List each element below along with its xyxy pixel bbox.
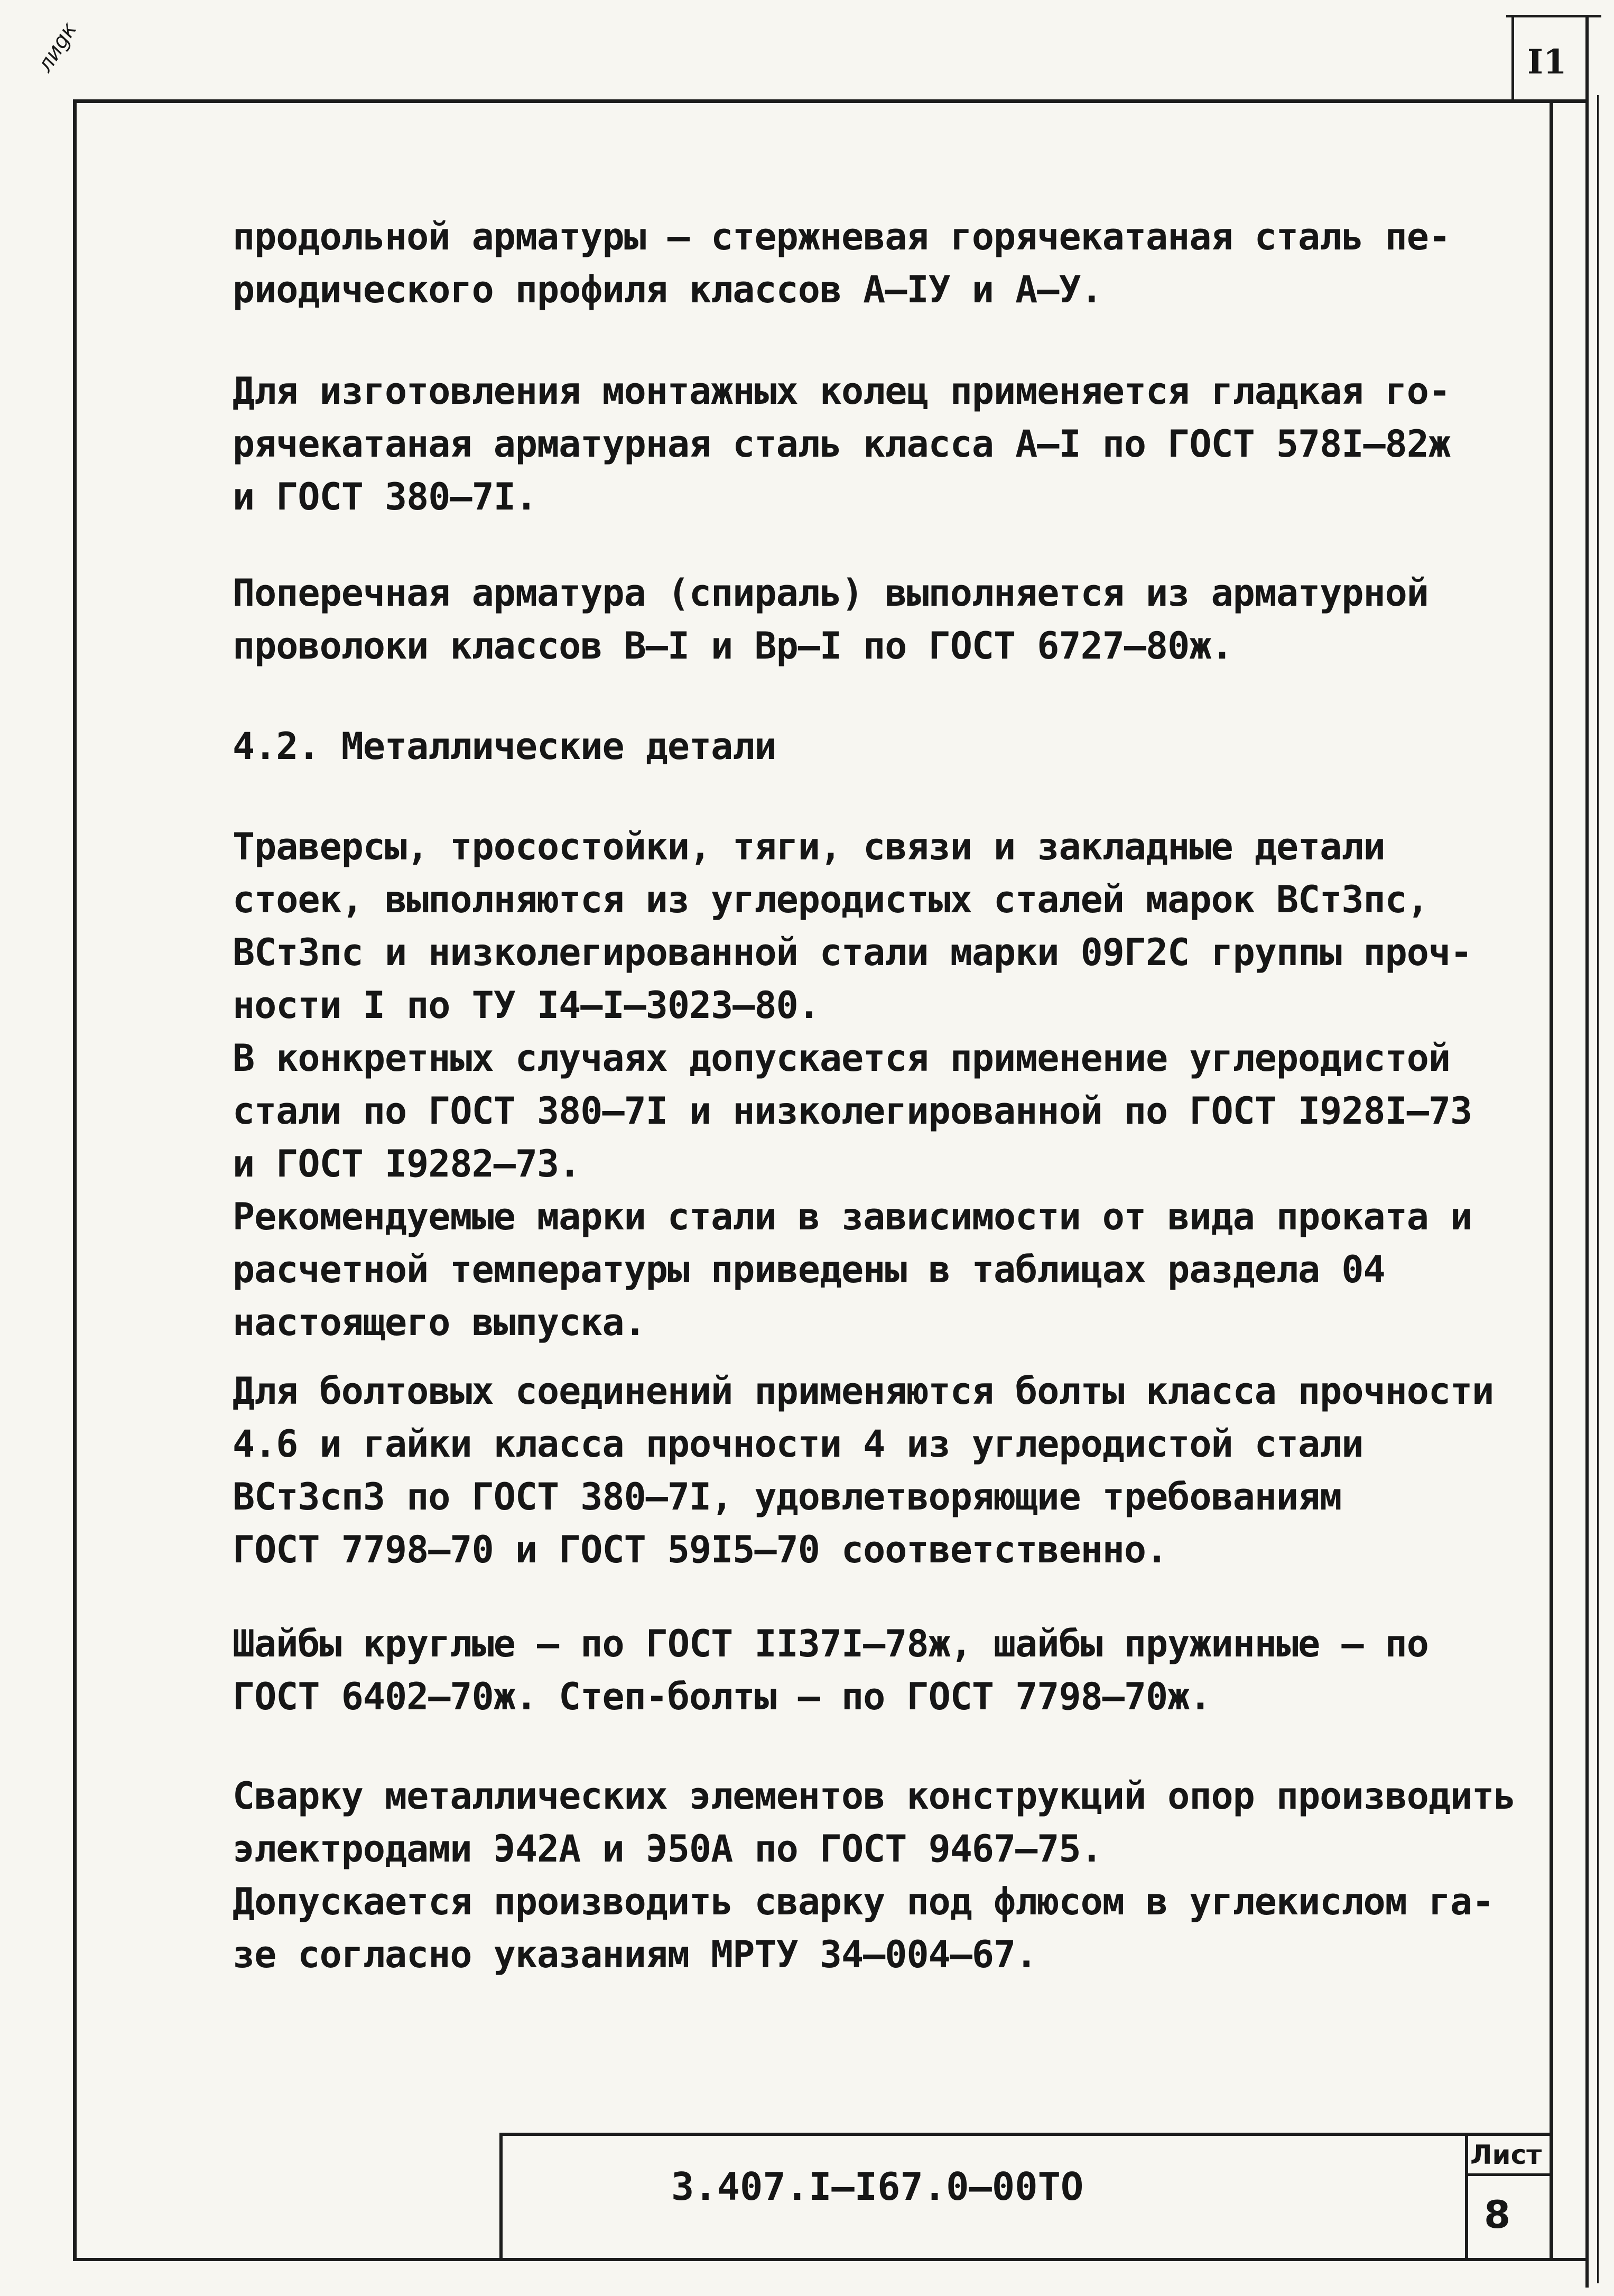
paragraph-longitudinal-reinforcement: продольной арматуры – стержневая горячекатаная сталь пе- риодического профиля классов А–IУ и А–У. bbox=[233, 215, 1451, 311]
stamp-border bbox=[1465, 2133, 1468, 2260]
paragraph-bolted-connections: Для болтовых соединений применяются болты класса прочности 4.6 и гайки класса прочности 4 из углеродистой стали ВСт3сп3 по ГОСТ 380–7I, удовлетворяющие требованиям ГОСТ 7798–70 и ГОСТ 59I5–70 соответственно. bbox=[233, 1369, 1494, 1571]
frame-line bbox=[73, 2258, 1585, 2261]
stamp-border bbox=[499, 2133, 503, 2260]
frame-line bbox=[73, 99, 77, 2261]
paragraph-washers: Шайбы круглые – по ГОСТ II37I–78ж, шайбы пружинные – по ГОСТ 6402–70ж. Степ-болты – по ГОСТ 7798–70ж. bbox=[233, 1622, 1429, 1718]
frame-line bbox=[1550, 99, 1553, 2261]
frame-line bbox=[1597, 95, 1599, 2283]
document-code: 3.407.I–I67.0–00ТО bbox=[671, 2164, 1084, 2209]
paragraph-transverse-reinforcement: Поперечная арматура (спираль) выполняется из арматурной проволоки классов В–I и Вр–I по ГОСТ 6727–80ж. bbox=[233, 571, 1429, 668]
sheet-label: Лист bbox=[1470, 2140, 1542, 2170]
paragraph-welding: Сварку металлических элементов конструкций опор производить электродами Э42А и Э50А по ГОСТ 9467–75. Допускается производить сварку под флюсом в углекислом га- зе согласно указаниям МРТУ 34–004–67. bbox=[233, 1774, 1516, 1976]
paragraph-metal-parts: Траверсы, тросостойки, тяги, связи и закладные детали стоек, выполняются из углеродистых сталей марок ВСт3пс, ВСт3пс и низколегированной стали марки 09Г2С группы проч- ности I по ТУ I4–I–3023–80. В конкретных случаях допускается применение углеродистой стали по ГОСТ 380–7I и низколегированной по ГОСТ I928I–73 и ГОСТ I9282–73. Рекомендуемые марки стали в зависимости от вида проката и расчетной температуры приведены в таблицах раздела 04 настоящего выпуска. bbox=[233, 825, 1472, 1344]
handwritten-mark: лиgк bbox=[33, 18, 82, 77]
page-number: I1 bbox=[1527, 42, 1567, 82]
frame-line bbox=[1585, 15, 1589, 2288]
section-heading: 4.2. Металлические детали bbox=[233, 725, 776, 768]
stamp-border bbox=[499, 2133, 1551, 2136]
paragraph-mounting-rings: Для изготовления монтажных колец применяется гладкая го- рячекатаная арматурная сталь класса А–I по ГОСТ 578I–82ж и ГОСТ 380–7I. bbox=[233, 369, 1451, 519]
frame-line bbox=[74, 99, 1585, 103]
frame-line bbox=[1511, 15, 1514, 99]
sheet-number: 8 bbox=[1484, 2192, 1511, 2237]
stamp-border bbox=[1465, 2173, 1551, 2176]
